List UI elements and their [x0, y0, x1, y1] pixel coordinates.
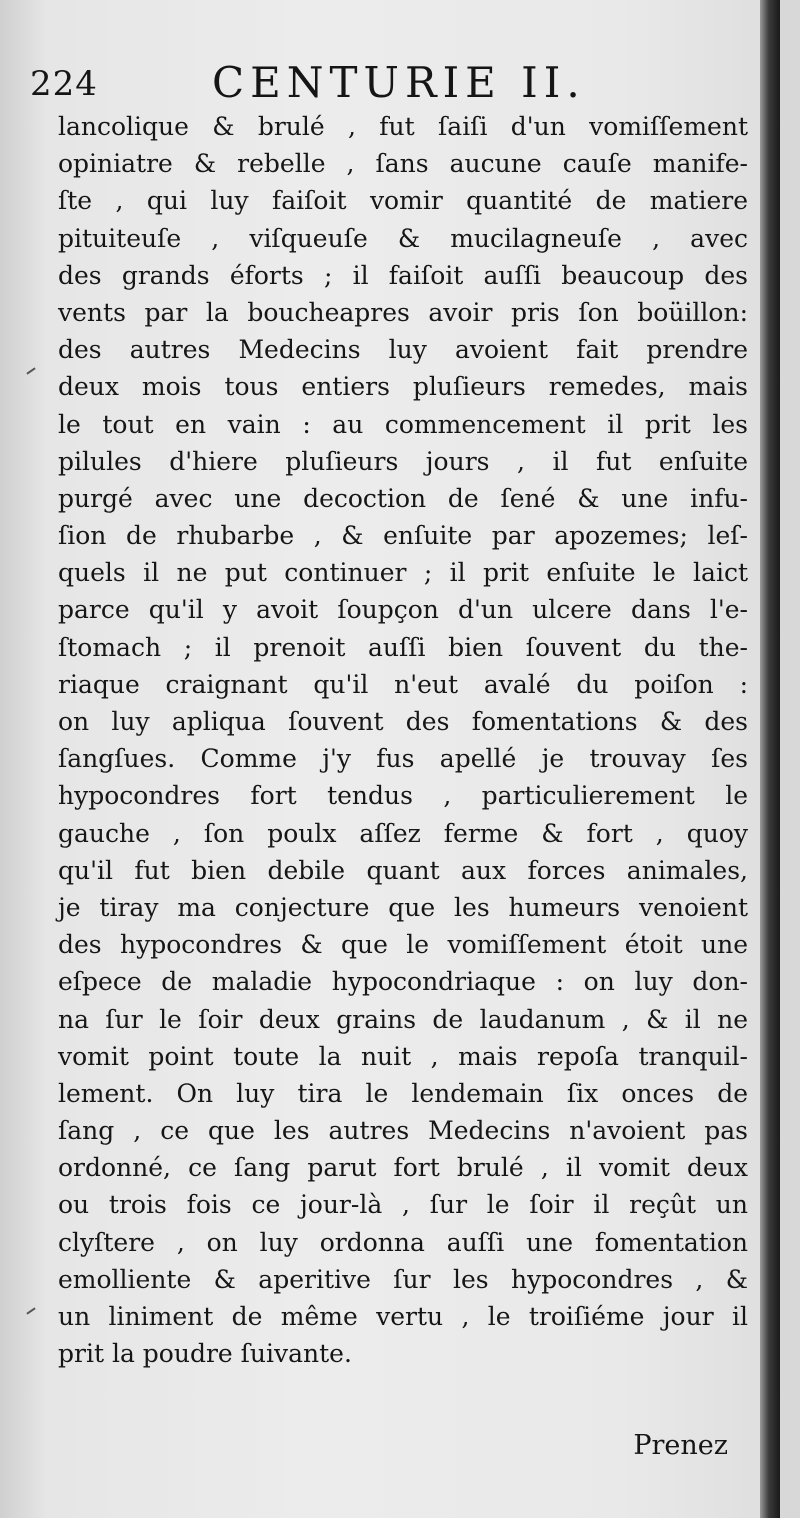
text-line: quels il ne put continuer ; il prit enſuite le laict: [58, 558, 748, 588]
text-line: le tout en vain : au commencement il prit les: [58, 409, 748, 439]
text-line: deux mois tous entiers pluſieurs remedes, mais: [58, 372, 748, 402]
text-line: ſangſues. Comme j'y fus apellé je trouvay ſes: [58, 744, 748, 774]
text-line: lement. On luy tira le lendemain ſix onces de: [58, 1078, 748, 1108]
text-line: ou trois fois ce jour-là , ſur le ſoir il reçût un: [58, 1190, 748, 1220]
text-line: hypocondres fort tendus , particulierement le: [58, 781, 748, 811]
text-line: purgé avec une decoction de ſené & une infu-: [58, 483, 748, 513]
catchword: Prenez: [633, 1430, 728, 1461]
text-line: emolliente & aperitive ſur les hypocondres , &: [58, 1264, 748, 1294]
text-line: des hypocondres & que le vomiſſement étoit une: [58, 930, 748, 960]
text-line: eſpece de maladie hypocondriaque : on luy don-: [58, 967, 748, 997]
text-line: clyſtere , on luy ordonna auſſi une fomentation: [58, 1227, 748, 1257]
text-line: vents par la boucheapres avoir pris ſon boüillon:: [58, 297, 748, 327]
text-line: na ſur le ſoir deux grains de laudanum , & il ne: [58, 1004, 748, 1034]
text-line: prit la poudre ſuivante.: [58, 1339, 352, 1369]
text-line: gauche , ſon poulx aſſez ferme & fort , quoy: [58, 818, 748, 848]
text-line: riaque craignant qu'il n'eut avalé du poiſon :: [58, 669, 748, 699]
text-line: des autres Medecins luy avoient fait prendre: [58, 335, 748, 365]
text-line: vomit point toute la nuit , mais repoſa tranquil-: [58, 1041, 748, 1071]
text-line: lancolique & brulé , fut ſaiſi d'un vomiſſement: [58, 112, 748, 141]
text-line: des grands éforts ; il faiſoit auſſi beaucoup des: [58, 260, 748, 290]
text-line: parce qu'il y avoit ſoupçon d'un ulcere dans l'e-: [58, 595, 748, 625]
body-text: [58, 108, 748, 1372]
text-line: opiniatre & rebelle , ſans aucune cauſe manife-: [58, 149, 748, 179]
text-line: je tiray ma conjecture que les humeurs venoient: [58, 892, 748, 922]
page-edge-shadow: [760, 0, 780, 1518]
text-line: pituiteuſe , viſqueuſe & mucilagneuſe , avec: [58, 223, 748, 253]
page-number: 224: [30, 64, 98, 104]
text-line: ſion de rhubarbe , & enſuite par apozemes; leſ-: [58, 521, 748, 551]
page-header: [30, 58, 750, 114]
text-line: ſte , qui luy faiſoit vomir quantité de matiere: [58, 186, 748, 216]
margin-mark: [26, 1307, 35, 1314]
text-line: qu'il fut bien debile quant aux forces animales,: [58, 855, 748, 885]
margin-mark: [26, 367, 35, 374]
text-line: pilules d'hiere pluſieurs jours , il fut enſuite: [58, 446, 748, 476]
text-line: ſtomach ; il prenoit auſſi bien ſouvent du the-: [58, 632, 748, 662]
text-line: on luy apliqua ſouvent des fomentations & des: [58, 707, 748, 736]
text-line: ordonné, ce ſang parut fort brulé , il vomit deux: [58, 1153, 748, 1183]
text-line: ſang , ce que les autres Medecins n'avoient pas: [58, 1116, 748, 1146]
running-head: CENTURIE II.: [212, 58, 586, 107]
text-line: un liniment de même vertu , le troiſiéme jour il: [58, 1302, 748, 1331]
